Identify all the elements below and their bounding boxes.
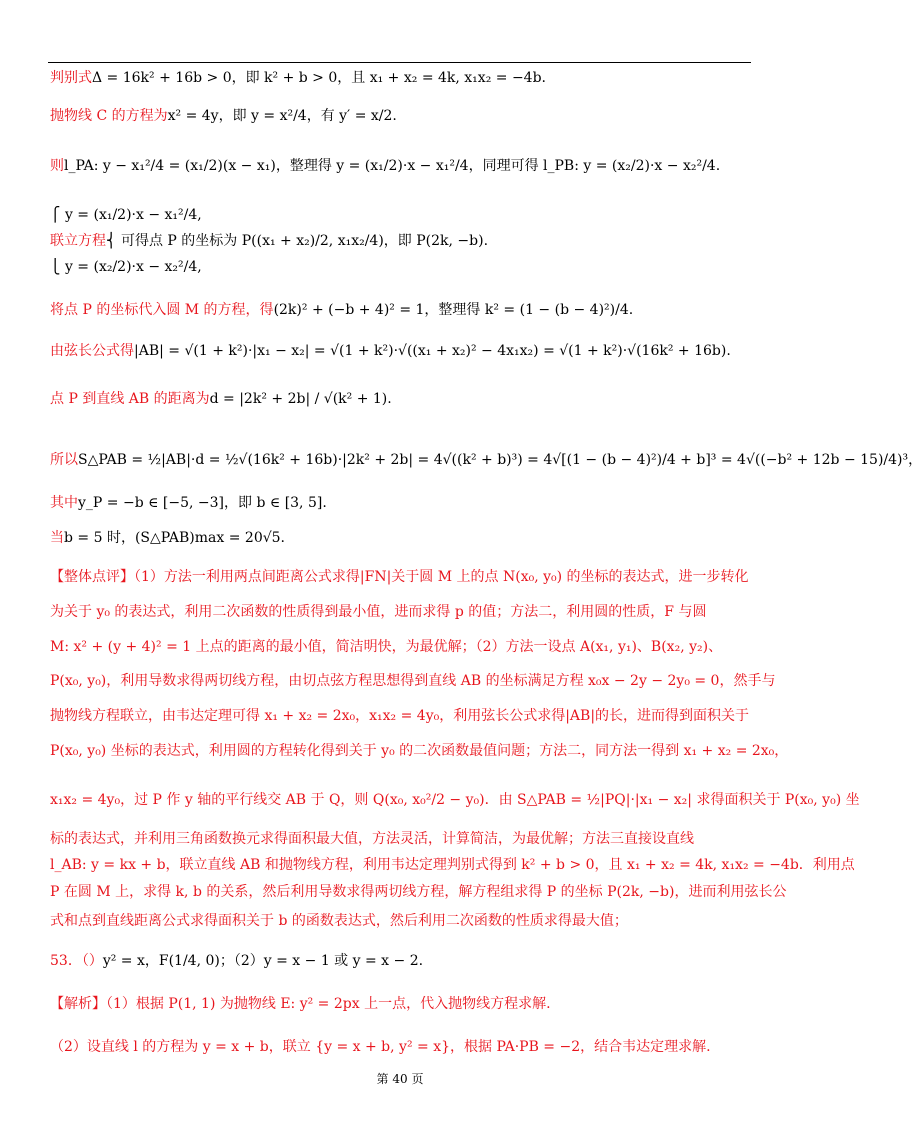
text-line: 抛物线 C 的方程为x² = 4y，即 y = x²/4，有 y′ = x/2. bbox=[50, 108, 397, 124]
text-line: P 在圆 M 上，求得 k, b 的关系，然后利用导数求得两切线方程，解方程组求得 P 的坐标 P(2k, −b)，进而利用弦长公 bbox=[50, 884, 787, 900]
header-rule bbox=[48, 62, 751, 63]
text-line: P(x₀, y₀) 坐标的表达式，利用圆的方程转化得到关于 y₀ 的二次函数最值问题；方法二，同方法一得到 x₁ + x₂ = 2x₀， bbox=[50, 743, 789, 759]
text-line: 所以S△PAB = ½|AB|·d = ½√(16k² + 16b)·|2k² + 2b| = 4√((k² + b)³) = 4√[(1 − (b − 4)²)/4 + b]³ = 4√((−b² + 12b − 15)/4)³， bbox=[50, 452, 922, 468]
text-line: 式和点到直线距离公式求得面积关于 b 的函数表达式，然后利用二次函数的性质求得最大值； bbox=[50, 913, 628, 929]
text-line: 将点 P 的坐标代入圆 M 的方程，得(2k)² + (−b + 4)² = 1，整理得 k² = (1 − (b − 4)²)/4. bbox=[50, 302, 634, 318]
text-line: ⎧ y = (x₁/2)·x − x₁²/4, bbox=[50, 207, 202, 223]
text-line: 判别式Δ = 16k² + 16b > 0，即 k² + b > 0，且 x₁ + x₂ = 4k, x₁x₂ = −4b. bbox=[50, 70, 546, 86]
text-line: 53．（）y² = x，F(1/4, 0)；（2）y = x − 1 或 y = x − 2. bbox=[50, 953, 424, 969]
page-number: 第 40 页 bbox=[376, 1072, 424, 1086]
text-line: 【整体点评】（1）方法一利用两点间距离公式求得|FN|关于圆 M 上的点 N(x₀, y₀) 的坐标的表达式，进一步转化 bbox=[50, 569, 749, 585]
text-line: 【解析】（1）根据 P(1, 1) 为抛物线 E: y² = 2px 上一点，代入抛物线方程求解. bbox=[50, 996, 551, 1012]
text-line: l_AB: y = kx + b，联立直线 AB 和抛物线方程，利用韦达定理判别式得到 k² + b > 0，且 x₁ + x₂ = 4k, x₁x₂ = −4b．利用点 bbox=[50, 857, 855, 873]
text-line: P(x₀, y₀)，利用导数求得两切线方程，由切点弦方程思想得到直线 AB 的坐标满足方程 x₀x − 2y − 2y₀ = 0，然手与 bbox=[50, 673, 776, 689]
text-line: 则l_PA: y − x₁²/4 = (x₁/2)(x − x₁)，整理得 y = (x₁/2)·x − x₁²/4，同理可得 l_PB: y = (x₂/2)·x − x₂²/4. bbox=[50, 158, 721, 174]
text-line: ⎩ y = (x₂/2)·x − x₂²/4, bbox=[50, 259, 202, 275]
text-line: 其中y_P = −b ∈ [−5, −3]，即 b ∈ [3, 5]. bbox=[50, 495, 327, 511]
text-line: 当b = 5 时，(S△PAB)max = 20√5. bbox=[50, 530, 286, 546]
text-line: x₁x₂ = 4y₀，过 P 作 y 轴的平行线交 AB 于 Q，则 Q(x₀, x₀²/2 − y₀)．由 S△PAB = ½|PQ|·|x₁ − x₂| 求得面积关于 P(x₀, y₀) 坐 bbox=[50, 792, 860, 808]
text-line: 由弦长公式得|AB| = √(1 + k²)·|x₁ − x₂| = √(1 + k²)·√((x₁ + x₂)² − 4x₁x₂) = √(1 + k²)·√(16k² + 16b). bbox=[50, 343, 731, 359]
text-line: M: x² + (y + 4)² = 1 上点的距离的最小值，简洁明快，为最优解；（2）方法一设点 A(x₁, y₁)、B(x₂, y₂)、 bbox=[50, 639, 723, 655]
text-line: 点 P 到直线 AB 的距离为d = |2k² + 2b| / √(k² + 1). bbox=[50, 391, 392, 407]
text-line: 标的表达式，并利用三角函数换元求得面积最大值，方法灵活，计算简洁，为最优解；方法三直接设直线 bbox=[50, 831, 694, 847]
text-line: 抛物线方程联立，由韦达定理可得 x₁ + x₂ = 2x₀，x₁x₂ = 4y₀，利用弦长公式求得|AB|的长，进而得到面积关于 bbox=[50, 708, 750, 724]
text-line: 联立方程⎨ 可得点 P 的坐标为 P((x₁ + x₂)/2, x₁x₂/4)，即 P(2k, −b). bbox=[50, 233, 489, 249]
text-line: （2）设直线 l 的方程为 y = x + b，联立 {y = x + b, y² = x}，根据 PA·PB = −2，结合韦达定理求解. bbox=[50, 1039, 711, 1055]
text-line: 为关于 y₀ 的表达式，利用二次函数的性质得到最小值，进而求得 p 的值；方法二，利用圆的性质，F 与圆 bbox=[50, 604, 707, 620]
